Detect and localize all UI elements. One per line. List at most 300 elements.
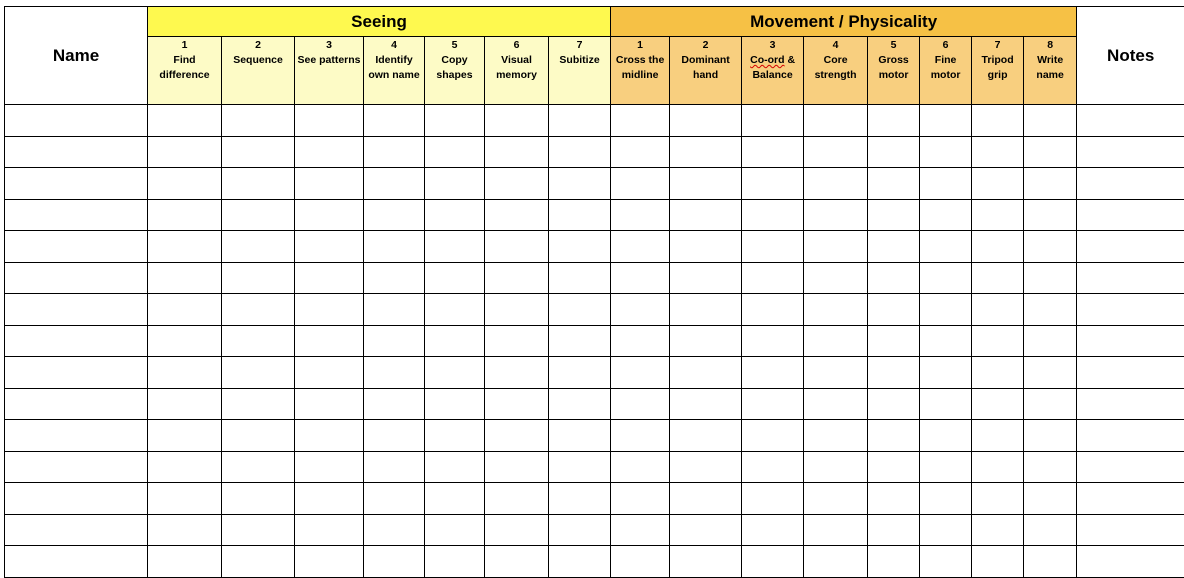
check-cell[interactable] [670, 168, 742, 200]
check-cell[interactable] [549, 483, 611, 515]
name-cell[interactable] [5, 199, 148, 231]
notes-cell[interactable] [1077, 420, 1184, 452]
check-cell[interactable] [804, 546, 868, 578]
table-row [5, 168, 1184, 200]
check-cell[interactable] [670, 294, 742, 326]
check-cell[interactable] [742, 136, 804, 168]
check-cell[interactable] [148, 168, 222, 200]
check-cell[interactable] [611, 136, 670, 168]
seeing-column-header-6[interactable] [485, 37, 549, 105]
notes-cell[interactable] [1077, 357, 1184, 389]
table-row [5, 105, 1184, 137]
check-cell[interactable] [485, 168, 549, 200]
check-cell[interactable] [920, 420, 972, 452]
check-cell[interactable] [1024, 325, 1077, 357]
check-cell[interactable] [549, 420, 611, 452]
check-cell[interactable] [868, 514, 920, 546]
check-cell[interactable] [425, 325, 485, 357]
check-cell[interactable] [972, 105, 1024, 137]
seeing-column-header-3[interactable] [295, 37, 364, 105]
check-cell[interactable] [920, 546, 972, 578]
check-cell[interactable] [1024, 514, 1077, 546]
check-cell[interactable] [148, 105, 222, 137]
name-cell[interactable] [5, 136, 148, 168]
check-cell[interactable] [295, 105, 364, 137]
column-number: 1 [611, 38, 669, 53]
check-cell[interactable] [549, 136, 611, 168]
check-cell[interactable] [804, 388, 868, 420]
check-cell[interactable] [425, 262, 485, 294]
check-cell[interactable] [364, 231, 425, 263]
check-cell[interactable] [804, 483, 868, 515]
notes-cell[interactable] [1077, 546, 1184, 578]
check-cell[interactable] [804, 262, 868, 294]
check-cell[interactable] [148, 388, 222, 420]
notes-cell[interactable] [1077, 105, 1184, 137]
check-cell[interactable] [1024, 231, 1077, 263]
check-cell[interactable] [972, 199, 1024, 231]
check-cell[interactable] [868, 168, 920, 200]
movement-column-header-1[interactable] [611, 37, 670, 105]
check-cell[interactable] [972, 420, 1024, 452]
check-cell[interactable] [485, 325, 549, 357]
check-cell[interactable] [742, 294, 804, 326]
notes-cell[interactable] [1077, 262, 1184, 294]
check-cell[interactable] [485, 451, 549, 483]
check-cell[interactable] [611, 294, 670, 326]
seeing-column-header-4[interactable] [364, 37, 425, 105]
check-cell[interactable] [868, 262, 920, 294]
check-cell[interactable] [1024, 483, 1077, 515]
check-cell[interactable] [549, 325, 611, 357]
check-cell[interactable] [364, 451, 425, 483]
check-cell[interactable] [222, 483, 295, 515]
check-cell[interactable] [485, 136, 549, 168]
check-cell[interactable] [804, 199, 868, 231]
check-cell[interactable] [920, 231, 972, 263]
column-number: 2 [670, 38, 741, 53]
check-cell[interactable] [972, 514, 1024, 546]
check-cell[interactable] [485, 262, 549, 294]
check-cell[interactable] [295, 514, 364, 546]
check-cell[interactable] [868, 105, 920, 137]
check-cell[interactable] [485, 420, 549, 452]
check-cell[interactable] [485, 514, 549, 546]
check-cell[interactable] [611, 199, 670, 231]
check-cell[interactable] [611, 231, 670, 263]
check-cell[interactable] [1024, 168, 1077, 200]
movement-column-header-8[interactable] [1024, 37, 1077, 105]
notes-cell[interactable] [1077, 514, 1184, 546]
name-cell[interactable] [5, 420, 148, 452]
check-cell[interactable] [485, 105, 549, 137]
check-cell[interactable] [670, 105, 742, 137]
notes-cell[interactable] [1077, 325, 1184, 357]
movement-column-header-4[interactable] [804, 37, 868, 105]
check-cell[interactable] [485, 357, 549, 389]
check-cell[interactable] [920, 357, 972, 389]
check-cell[interactable] [364, 136, 425, 168]
name-cell[interactable] [5, 546, 148, 578]
check-cell[interactable] [670, 483, 742, 515]
column-label: Dominant hand [670, 53, 741, 83]
check-cell[interactable] [425, 231, 485, 263]
name-cell[interactable] [5, 514, 148, 546]
check-cell[interactable] [1024, 294, 1077, 326]
notes-cell[interactable] [1077, 199, 1184, 231]
seeing-column-header-5[interactable] [425, 37, 485, 105]
check-cell[interactable] [295, 325, 364, 357]
check-cell[interactable] [364, 483, 425, 515]
check-cell[interactable] [222, 294, 295, 326]
check-cell[interactable] [920, 105, 972, 137]
movement-column-header-7[interactable] [972, 37, 1024, 105]
check-cell[interactable] [485, 388, 549, 420]
table-row [5, 388, 1184, 420]
check-cell[interactable] [549, 231, 611, 263]
check-cell[interactable] [611, 420, 670, 452]
check-cell[interactable] [742, 262, 804, 294]
check-cell[interactable] [425, 451, 485, 483]
check-cell[interactable] [804, 105, 868, 137]
check-cell[interactable] [364, 388, 425, 420]
notes-cell[interactable] [1077, 231, 1184, 263]
check-cell[interactable] [1024, 420, 1077, 452]
check-cell[interactable] [364, 325, 425, 357]
check-cell[interactable] [804, 357, 868, 389]
check-cell[interactable] [425, 357, 485, 389]
notes-cell[interactable] [1077, 136, 1184, 168]
check-cell[interactable] [148, 262, 222, 294]
check-cell[interactable] [295, 231, 364, 263]
check-cell[interactable] [222, 420, 295, 452]
check-cell[interactable] [148, 325, 222, 357]
check-cell[interactable] [148, 451, 222, 483]
check-cell[interactable] [920, 262, 972, 294]
check-cell[interactable] [364, 168, 425, 200]
check-cell[interactable] [868, 199, 920, 231]
check-cell[interactable] [868, 483, 920, 515]
check-cell[interactable] [364, 105, 425, 137]
check-cell[interactable] [742, 357, 804, 389]
column-label: Subitize [549, 53, 610, 68]
check-cell[interactable] [485, 294, 549, 326]
check-cell[interactable] [295, 168, 364, 200]
check-cell[interactable] [148, 357, 222, 389]
check-cell[interactable] [670, 420, 742, 452]
name-cell[interactable] [5, 388, 148, 420]
check-cell[interactable] [222, 325, 295, 357]
check-cell[interactable] [742, 546, 804, 578]
check-cell[interactable] [222, 514, 295, 546]
check-cell[interactable] [611, 514, 670, 546]
check-cell[interactable] [1024, 199, 1077, 231]
check-cell[interactable] [222, 105, 295, 137]
check-cell[interactable] [549, 294, 611, 326]
seeing-column-header-2[interactable] [222, 37, 295, 105]
seeing-column-header-7[interactable] [549, 37, 611, 105]
check-cell[interactable] [364, 546, 425, 578]
check-cell[interactable] [295, 483, 364, 515]
subheader-row [5, 37, 1184, 105]
column-label: Fine motor [920, 53, 971, 83]
check-cell[interactable] [972, 546, 1024, 578]
name-cell[interactable] [5, 294, 148, 326]
check-cell[interactable] [670, 546, 742, 578]
check-cell[interactable] [611, 262, 670, 294]
table-row [5, 325, 1184, 357]
check-cell[interactable] [364, 514, 425, 546]
column-number: 2 [222, 38, 294, 53]
name-cell[interactable] [5, 105, 148, 137]
column-number: 8 [1024, 38, 1076, 53]
check-cell[interactable] [148, 546, 222, 578]
check-cell[interactable] [920, 199, 972, 231]
name-cell[interactable] [5, 262, 148, 294]
check-cell[interactable] [742, 325, 804, 357]
check-cell[interactable] [485, 231, 549, 263]
check-cell[interactable] [364, 357, 425, 389]
check-cell[interactable] [611, 451, 670, 483]
movement-group-header[interactable]: Movement / Physicality [611, 7, 1077, 37]
check-cell[interactable] [485, 199, 549, 231]
check-cell[interactable] [549, 546, 611, 578]
column-label: Identify own name [364, 53, 424, 83]
check-cell[interactable] [670, 262, 742, 294]
check-cell[interactable] [920, 136, 972, 168]
check-cell[interactable] [670, 514, 742, 546]
check-cell[interactable] [972, 294, 1024, 326]
check-cell[interactable] [742, 231, 804, 263]
check-cell[interactable] [425, 294, 485, 326]
check-cell[interactable] [148, 136, 222, 168]
check-cell[interactable] [868, 325, 920, 357]
table-row [5, 262, 1184, 294]
check-cell[interactable] [1024, 357, 1077, 389]
check-cell[interactable] [868, 546, 920, 578]
check-cell[interactable] [1024, 136, 1077, 168]
check-cell[interactable] [611, 483, 670, 515]
name-cell[interactable] [5, 357, 148, 389]
check-cell[interactable] [222, 136, 295, 168]
check-cell[interactable] [295, 262, 364, 294]
check-cell[interactable] [611, 325, 670, 357]
check-cell[interactable] [549, 388, 611, 420]
column-number: 6 [920, 38, 971, 53]
column-label: Write name [1024, 53, 1076, 83]
table-row [5, 357, 1184, 389]
check-cell[interactable] [804, 168, 868, 200]
check-cell[interactable] [670, 388, 742, 420]
check-cell[interactable] [670, 136, 742, 168]
check-cell[interactable] [1024, 546, 1077, 578]
check-cell[interactable] [972, 231, 1024, 263]
check-cell[interactable] [425, 199, 485, 231]
check-cell[interactable] [804, 420, 868, 452]
check-cell[interactable] [742, 168, 804, 200]
table-row [5, 546, 1184, 578]
check-cell[interactable] [295, 451, 364, 483]
check-cell[interactable] [295, 136, 364, 168]
check-cell[interactable] [804, 451, 868, 483]
check-cell[interactable] [485, 483, 549, 515]
check-cell[interactable] [295, 420, 364, 452]
check-cell[interactable] [549, 514, 611, 546]
notes-cell[interactable] [1077, 451, 1184, 483]
check-cell[interactable] [295, 357, 364, 389]
check-cell[interactable] [425, 105, 485, 137]
check-cell[interactable] [920, 294, 972, 326]
check-cell[interactable] [425, 546, 485, 578]
check-cell[interactable] [868, 357, 920, 389]
check-cell[interactable] [222, 262, 295, 294]
check-cell[interactable] [972, 388, 1024, 420]
check-cell[interactable] [295, 294, 364, 326]
check-cell[interactable] [222, 199, 295, 231]
check-cell[interactable] [804, 294, 868, 326]
check-cell[interactable] [920, 483, 972, 515]
check-cell[interactable] [148, 420, 222, 452]
check-cell[interactable] [222, 168, 295, 200]
check-cell[interactable] [868, 136, 920, 168]
check-cell[interactable] [549, 105, 611, 137]
check-cell[interactable] [148, 199, 222, 231]
check-cell[interactable] [222, 231, 295, 263]
check-cell[interactable] [742, 451, 804, 483]
check-cell[interactable] [972, 357, 1024, 389]
check-cell[interactable] [425, 483, 485, 515]
check-cell[interactable] [549, 168, 611, 200]
check-cell[interactable] [364, 199, 425, 231]
name-cell[interactable] [5, 483, 148, 515]
notes-cell[interactable] [1077, 483, 1184, 515]
check-cell[interactable] [868, 231, 920, 263]
movement-column-header-6[interactable] [920, 37, 972, 105]
check-cell[interactable] [868, 388, 920, 420]
check-cell[interactable] [1024, 262, 1077, 294]
check-cell[interactable] [549, 199, 611, 231]
check-cell[interactable] [611, 546, 670, 578]
notes-cell[interactable] [1077, 388, 1184, 420]
check-cell[interactable] [364, 262, 425, 294]
check-cell[interactable] [670, 357, 742, 389]
check-cell[interactable] [972, 168, 1024, 200]
check-cell[interactable] [804, 325, 868, 357]
check-cell[interactable] [295, 546, 364, 578]
name-header[interactable]: Name [5, 7, 148, 105]
check-cell[interactable] [920, 388, 972, 420]
table-row [5, 514, 1184, 546]
check-cell[interactable] [972, 325, 1024, 357]
check-cell[interactable] [611, 168, 670, 200]
movement-column-header-5[interactable] [868, 37, 920, 105]
check-cell[interactable] [742, 420, 804, 452]
check-cell[interactable] [670, 325, 742, 357]
check-cell[interactable] [742, 514, 804, 546]
check-cell[interactable] [364, 294, 425, 326]
check-cell[interactable] [549, 451, 611, 483]
check-cell[interactable] [868, 294, 920, 326]
check-cell[interactable] [742, 105, 804, 137]
check-cell[interactable] [148, 294, 222, 326]
notes-cell[interactable] [1077, 294, 1184, 326]
check-cell[interactable] [868, 420, 920, 452]
check-cell[interactable] [425, 136, 485, 168]
check-cell[interactable] [920, 325, 972, 357]
check-cell[interactable] [222, 546, 295, 578]
check-cell[interactable] [611, 388, 670, 420]
column-number: 6 [485, 38, 548, 53]
check-cell[interactable] [742, 388, 804, 420]
check-cell[interactable] [611, 105, 670, 137]
check-cell[interactable] [804, 514, 868, 546]
check-cell[interactable] [364, 420, 425, 452]
movement-column-header-2[interactable] [670, 37, 742, 105]
column-label: Visual memory [485, 53, 548, 83]
column-label: Copy shapes [425, 53, 484, 83]
check-cell[interactable] [549, 262, 611, 294]
check-cell[interactable] [742, 199, 804, 231]
notes-cell[interactable] [1077, 168, 1184, 200]
check-cell[interactable] [222, 451, 295, 483]
check-cell[interactable] [611, 357, 670, 389]
check-cell[interactable] [920, 451, 972, 483]
name-cell[interactable] [5, 325, 148, 357]
check-cell[interactable] [920, 168, 972, 200]
check-cell[interactable] [1024, 451, 1077, 483]
check-cell[interactable] [222, 388, 295, 420]
check-cell[interactable] [670, 199, 742, 231]
name-cell[interactable] [5, 168, 148, 200]
check-cell[interactable] [148, 231, 222, 263]
check-cell[interactable] [295, 388, 364, 420]
check-cell[interactable] [972, 483, 1024, 515]
check-cell[interactable] [804, 136, 868, 168]
check-cell[interactable] [425, 514, 485, 546]
seeing-group-header[interactable]: Seeing [148, 7, 611, 37]
check-cell[interactable] [670, 451, 742, 483]
movement-column-header-3[interactable] [742, 37, 804, 105]
check-cell[interactable] [868, 451, 920, 483]
check-cell[interactable] [549, 357, 611, 389]
check-cell[interactable] [972, 451, 1024, 483]
check-cell[interactable] [972, 262, 1024, 294]
check-cell[interactable] [1024, 105, 1077, 137]
check-cell[interactable] [425, 420, 485, 452]
column-number: 5 [425, 38, 484, 53]
name-cell[interactable] [5, 231, 148, 263]
column-number: 7 [549, 38, 610, 53]
check-cell[interactable] [425, 168, 485, 200]
check-cell[interactable] [972, 136, 1024, 168]
check-cell[interactable] [295, 199, 364, 231]
check-cell[interactable] [920, 514, 972, 546]
check-cell[interactable] [742, 483, 804, 515]
check-cell[interactable] [425, 388, 485, 420]
check-cell[interactable] [148, 514, 222, 546]
check-cell[interactable] [222, 357, 295, 389]
check-cell[interactable] [804, 231, 868, 263]
column-number: 5 [868, 38, 919, 53]
seeing-column-header-1[interactable] [148, 37, 222, 105]
check-cell[interactable] [148, 483, 222, 515]
name-cell[interactable] [5, 451, 148, 483]
check-cell[interactable] [1024, 388, 1077, 420]
column-number: 3 [742, 38, 803, 53]
notes-header[interactable]: Notes [1077, 7, 1184, 105]
check-cell[interactable] [670, 231, 742, 263]
check-cell[interactable] [485, 546, 549, 578]
